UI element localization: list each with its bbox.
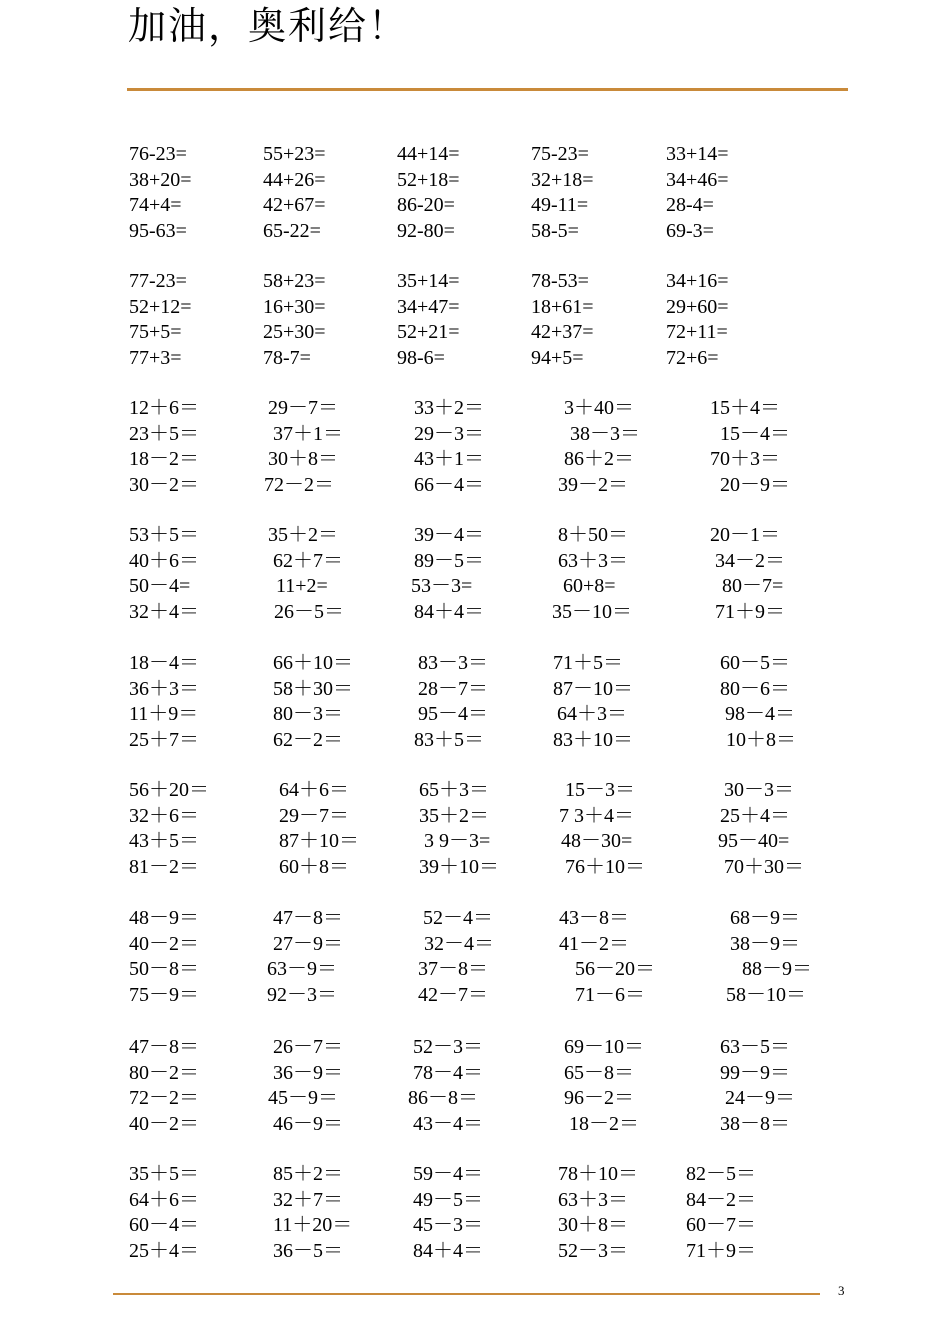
problem-cell: 28-4=: [666, 194, 714, 216]
problem-cell: 25＋4＝: [129, 1239, 199, 1262]
problem-cell: 87－10＝: [553, 677, 633, 700]
problem-cell: 12＋6＝: [129, 397, 199, 419]
problem-cell: 84＋4＝: [414, 600, 484, 623]
problem-cell: 71＋9＝: [686, 1239, 756, 1262]
problem-cell: 50－8＝: [129, 958, 199, 980]
problem-cell: 30＋8＝: [268, 448, 338, 470]
problem-cell: 35＋5＝: [129, 1163, 199, 1185]
problem-cell: 84＋4＝: [413, 1239, 483, 1262]
problem-cell: 8＋50＝: [558, 524, 628, 546]
problem-cell: 89－5＝: [414, 549, 484, 572]
problem-cell: 24－9＝: [725, 1087, 795, 1109]
problem-cell: 60－4＝: [129, 1214, 199, 1236]
problem-cell: 62－2＝: [273, 728, 343, 751]
page-title: 加油，奥利给！: [128, 4, 409, 48]
problem-cell: 49－5＝: [413, 1188, 483, 1211]
problem-cell: 32＋7＝: [273, 1188, 343, 1211]
problem-cell: 32－4＝: [424, 932, 494, 955]
problem-cell: 50－4=: [129, 575, 191, 597]
problem-cell: 59－4＝: [413, 1163, 483, 1185]
problem-cell: 18－4＝: [129, 652, 199, 674]
problem-cell: 63＋3＝: [558, 549, 628, 572]
problem-cell: 45－9＝: [268, 1087, 338, 1109]
problem-cell: 95－4＝: [418, 703, 488, 725]
problem-cell: 46－9＝: [273, 1112, 343, 1135]
problem-cell: 75－9＝: [129, 983, 199, 1006]
problem-cell: 64＋6＝: [279, 779, 349, 801]
problem-cell: 71＋5＝: [553, 652, 623, 674]
problem-cell: 35+14=: [397, 270, 460, 292]
problem-cell: 83＋10＝: [553, 728, 633, 751]
problem-cell: 32＋4＝: [129, 600, 199, 623]
problem-cell: 42+37=: [531, 321, 594, 343]
problem-cell: 20－1＝: [710, 524, 780, 546]
problem-cell: 86－8＝: [408, 1087, 478, 1109]
problem-cell: 15－3＝: [565, 779, 635, 801]
problem-cell: 58+23=: [263, 270, 326, 292]
problem-cell: 72+6=: [666, 346, 719, 369]
problem-cell: 55+23=: [263, 143, 326, 165]
problem-cell: 52－3＝: [413, 1036, 483, 1058]
problem-cell: 30－2＝: [129, 473, 199, 496]
problem-cell: 30＋8＝: [558, 1214, 628, 1236]
problem-cell: 53＋5＝: [129, 524, 199, 546]
problem-cell: 63＋3＝: [558, 1188, 628, 1211]
problem-cell: 69-3=: [666, 219, 714, 242]
problem-cell: 85＋2＝: [273, 1163, 343, 1185]
problem-cell: 38－3＝: [570, 422, 640, 445]
problem-cell: 29－7＝: [268, 397, 338, 419]
problem-cell: 38－9＝: [730, 932, 800, 955]
problem-cell: 81－2＝: [129, 855, 199, 878]
problem-cell: 66－4＝: [414, 473, 484, 496]
problem-cell: 40－2＝: [129, 1112, 199, 1135]
problem-cell: 25＋7＝: [129, 728, 199, 751]
problem-cell: 16+30=: [263, 295, 326, 318]
header-divider: [127, 88, 848, 91]
problem-cell: 86-20=: [397, 194, 455, 216]
problem-cell: 74+4=: [129, 194, 182, 216]
problem-cell: 18－2＝: [569, 1112, 639, 1135]
problem-cell: 39＋10＝: [419, 855, 499, 878]
problem-cell: 71－6＝: [575, 983, 645, 1006]
problem-cell: 36＋3＝: [129, 677, 199, 700]
problem-cell: 60－7＝: [686, 1214, 756, 1236]
problem-cell: 52+18=: [397, 168, 460, 191]
problem-cell: 96－2＝: [564, 1087, 634, 1109]
problem-cell: 52+21=: [397, 321, 460, 343]
problem-cell: 80－7=: [722, 575, 784, 597]
problem-cell: 26－5＝: [274, 600, 344, 623]
problem-cell: 32+18=: [531, 168, 594, 191]
problem-cell: 76-23=: [129, 143, 187, 165]
problem-cell: 45－3＝: [413, 1214, 483, 1236]
problem-cell: 82－5＝: [686, 1163, 756, 1185]
problem-cell: 7 3＋4＝: [559, 804, 634, 827]
problem-cell: 60+8=: [563, 575, 616, 597]
problem-cell: 64＋3＝: [557, 703, 627, 725]
problem-cell: 72+11=: [666, 321, 728, 343]
problem-cell: 75+5=: [129, 321, 182, 343]
problem-cell: 49-11=: [531, 194, 589, 216]
problem-cell: 52+12=: [129, 295, 192, 318]
problem-cell: 92-80=: [397, 219, 455, 242]
problem-cell: 92－3＝: [267, 983, 337, 1006]
problem-cell: 43－4＝: [413, 1112, 483, 1135]
problem-cell: 36－5＝: [273, 1239, 343, 1262]
problem-cell: 29+60=: [666, 295, 729, 318]
problem-cell: 11+2=: [276, 575, 328, 597]
problem-cell: 39－4＝: [414, 524, 484, 546]
problem-cell: 60－5＝: [720, 652, 790, 674]
problem-cell: 40＋6＝: [129, 549, 199, 572]
problem-cell: 23＋5＝: [129, 422, 199, 445]
problem-cell: 34+16=: [666, 270, 729, 292]
problem-cell: 35－10＝: [552, 600, 632, 623]
problem-cell: 33＋2＝: [414, 397, 484, 419]
problem-cell: 38+20=: [129, 168, 192, 191]
problem-cell: 78-53=: [531, 270, 589, 292]
problem-cell: 95－40=: [718, 830, 790, 852]
problem-cell: 80－3＝: [273, 703, 343, 725]
problem-cell: 70＋3＝: [710, 448, 780, 470]
problem-cell: 65－8＝: [564, 1061, 634, 1084]
problem-cell: 15－4＝: [720, 422, 790, 445]
page-number: 3: [838, 1283, 845, 1298]
problem-cell: 42+67=: [263, 194, 326, 216]
problem-cell: 58-5=: [531, 219, 579, 242]
problem-cell: 34－2＝: [715, 549, 785, 572]
problem-cell: 18+61=: [531, 295, 594, 318]
problem-cell: 52－3＝: [558, 1239, 628, 1262]
problem-cell: 98-6=: [397, 346, 445, 369]
problem-cell: 38－8＝: [720, 1112, 790, 1135]
problem-cell: 35＋2＝: [419, 804, 489, 827]
problem-cell: 60＋8＝: [279, 855, 349, 878]
problem-cell: 77-23=: [129, 270, 187, 292]
problem-cell: 56－20＝: [575, 958, 655, 980]
problem-cell: 63－5＝: [720, 1036, 790, 1058]
problem-cell: 43＋5＝: [129, 830, 199, 852]
problem-cell: 86＋2＝: [564, 448, 634, 470]
problem-cell: 63－9＝: [267, 958, 337, 980]
problem-cell: 11＋9＝: [129, 703, 199, 725]
problem-cell: 3 9－3=: [424, 830, 491, 852]
problem-cell: 42－7＝: [418, 983, 488, 1006]
problem-cell: 70＋30＝: [724, 855, 804, 878]
problem-cell: 77+3=: [129, 346, 182, 369]
problem-cell: 43＋1＝: [414, 448, 484, 470]
problem-cell: 53－3=: [411, 575, 473, 597]
problem-cell: 64＋6＝: [129, 1188, 199, 1211]
problem-cell: 78－4＝: [413, 1061, 483, 1084]
problem-cell: 72－2＝: [129, 1087, 199, 1109]
problem-cell: 10＋8＝: [726, 728, 796, 751]
problem-cell: 58＋30＝: [273, 677, 353, 700]
problem-cell: 88－9＝: [742, 958, 812, 980]
problem-cell: 69－10＝: [564, 1036, 644, 1058]
problem-cell: 32＋6＝: [129, 804, 199, 827]
problem-cell: 30－3＝: [724, 779, 794, 801]
problem-cell: 28－7＝: [418, 677, 488, 700]
problem-cell: 65-22=: [263, 219, 321, 242]
problem-cell: 25＋4＝: [720, 804, 790, 827]
problem-cell: 95-63=: [129, 219, 187, 242]
problem-cell: 34+46=: [666, 168, 729, 191]
problem-cell: 76＋10＝: [565, 855, 645, 878]
problem-cell: 41－2＝: [559, 932, 629, 955]
problem-cell: 58－10＝: [726, 983, 806, 1006]
problem-cell: 47－8＝: [129, 1036, 199, 1058]
problem-cell: 66＋10＝: [273, 652, 353, 674]
problem-cell: 47－8＝: [273, 907, 343, 929]
problem-cell: 65＋3＝: [419, 779, 489, 801]
problem-cell: 48－9＝: [129, 907, 199, 929]
problem-cell: 68－9＝: [730, 907, 800, 929]
problem-cell: 11＋20＝: [273, 1214, 353, 1236]
problem-cell: 44+14=: [397, 143, 460, 165]
problem-cell: 56＋20＝: [129, 779, 209, 801]
problem-cell: 75-23=: [531, 143, 589, 165]
problem-cell: 87＋10＝: [279, 830, 359, 852]
problem-cell: 72－2＝: [264, 473, 334, 496]
problem-cell: 35＋2＝: [268, 524, 338, 546]
problem-cell: 27－9＝: [273, 932, 343, 955]
problem-cell: 39－2＝: [558, 473, 628, 496]
problem-cell: 71＋9＝: [715, 600, 785, 623]
problem-cell: 83＋5＝: [414, 728, 484, 751]
problem-cell: 48－30=: [561, 830, 633, 852]
problem-cell: 40－2＝: [129, 932, 199, 955]
problem-cell: 20－9＝: [720, 473, 790, 496]
problem-cell: 43－8＝: [559, 907, 629, 929]
problem-cell: 83－3＝: [418, 652, 488, 674]
problem-cell: 18－2＝: [129, 448, 199, 470]
problem-cell: 98－4＝: [725, 703, 795, 725]
problem-cell: 99－9＝: [720, 1061, 790, 1084]
problem-cell: 78＋10＝: [558, 1163, 638, 1185]
footer-divider: [113, 1293, 820, 1295]
problem-cell: 29－7＝: [279, 804, 349, 827]
problem-cell: 3＋40＝: [564, 397, 634, 419]
problem-cell: 34+47=: [397, 295, 460, 318]
problem-cell: 80－6＝: [720, 677, 790, 700]
problem-cell: 37＋1＝: [273, 422, 343, 445]
problem-cell: 29－3＝: [414, 422, 484, 445]
problem-cell: 44+26=: [263, 168, 326, 191]
problem-cell: 37－8＝: [418, 958, 488, 980]
problem-cell: 15＋4＝: [710, 397, 780, 419]
problem-cell: 26－7＝: [273, 1036, 343, 1058]
problem-cell: 94+5=: [531, 346, 584, 369]
problem-cell: 52－4＝: [423, 907, 493, 929]
problem-cell: 25+30=: [263, 321, 326, 343]
problem-cell: 84－2＝: [686, 1188, 756, 1211]
problem-cell: 36－9＝: [273, 1061, 343, 1084]
problem-cell: 62＋7＝: [273, 549, 343, 572]
problem-cell: 80－2＝: [129, 1061, 199, 1084]
problem-cell: 33+14=: [666, 143, 729, 165]
problem-cell: 78-7=: [263, 346, 311, 369]
